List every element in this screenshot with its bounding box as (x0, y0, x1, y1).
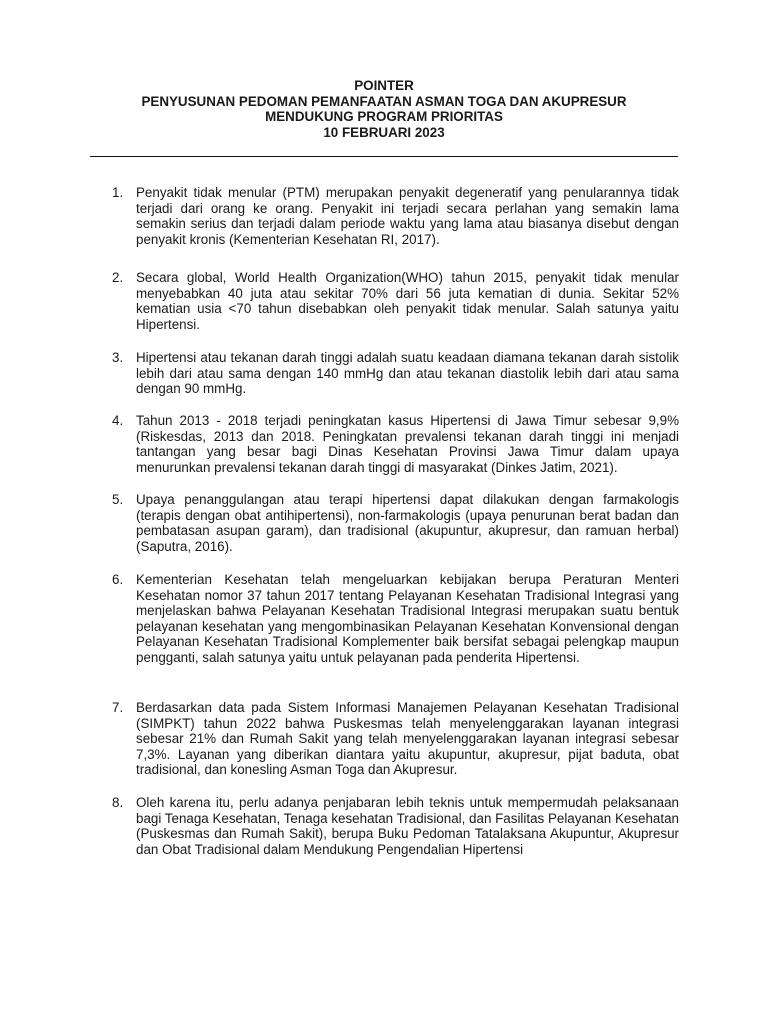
header-date: 10 FEBRUARI 2023 (323, 124, 445, 140)
item-number: 7. (112, 700, 124, 715)
item-text: Oleh karena itu, perlu adanya penjabaran lebih teknis untuk mempermudah pelaksanaan bagi Tenaga Kesehatan, Tenaga kesehatan Tradisional, dan Fasilitas Pelayanan Kesehatan (Puskesmas dan Rumah Sakit), berupa Buku Pedoman Tatalaksana Akupuntur, Akupresur dan Obat Tradisional dalam Mendukung Pengendalian Hipertensi (136, 795, 679, 857)
item-text: Kementerian Kesehatan telah mengeluarkan kebijakan berupa Peraturan Menteri Kesehatan nomor 37 tahun 2017 tentang Pelayanan Kesehatan Tradisional Integrasi yang menjelaskan bahwa Pelayanan Kesehatan Tradisional Integrasi merupakan suatu bentuk pelayanan kesehatan yang mengombinasikan Pelayanan Kesehatan Konvensional dengan Pelayanan Kesehatan Tradisional Komplementer baik bersifat sebagai pelengkap maupun pengganti, salah satunya yaitu untuk pelayanan pada penderita Hipertensi. (136, 572, 679, 665)
item-text: Upaya penanggulangan atau terapi hipertensi dapat dilakukan dengan farmakologis (terapis dengan obat antihipertensi), non-farmakologis (upaya penurunan berat badan dan pembatasan asupan garam), dan tradisional (akupuntur, akupresur, dan ramuan herbal) (Saputra, 2016). (136, 492, 679, 554)
header-divider (90, 156, 678, 157)
header-program: MENDUKUNG PROGRAM PRIORITAS (265, 109, 503, 124)
item-text: Penyakit tidak menular (PTM) merupakan penyakit degeneratif yang penularannya tidak terjadi dari orang ke orang. Penyakit ini terjadi secara perlahan yang semakin lama semakin serius dan terjadi dalam periode waktu yang lama atau biasanya disebut dengan penyakit kronis (Kementerian Kesehatan RI, 2017). (136, 185, 679, 247)
item-text: Secara global, World Health Organization(WHO) tahun 2015, penyakit tidak menular menyebabkan 40 juta atau sekitar 70% dari 56 juta kematian di dunia. Sekitar 52% kematian usia <70 tahun disebabkan oleh penyakit tidak menular. Salah satunya yaitu Hipertensi. (136, 270, 679, 332)
item-number: 6. (112, 572, 124, 587)
item-number: 3. (112, 350, 124, 365)
item-number: 2. (112, 270, 124, 285)
item-number: 4. (112, 413, 124, 428)
item-number: 5. (112, 492, 124, 507)
document-header (90, 78, 678, 140)
header-subtitle: PENYUSUNAN PEDOMAN PEMANFAATAN ASMAN TOGA DAN AKUPRESUR (141, 93, 627, 109)
item-text: Hipertensi atau tekanan darah tinggi adalah suatu keadaan diamana tekanan darah sistolik lebih dari atau sama dengan 140 mmHg dan atau tekanan diastolik lebih dari atau sama dengan 90 mmHg. (136, 350, 679, 396)
header-title: POINTER (354, 78, 414, 93)
item-number: 8. (112, 795, 124, 810)
item-text: Tahun 2013 - 2018 terjadi peningkatan kasus Hipertensi di Jawa Timur sebesar 9,9% (Riskesdas, 2013 dan 2018. Peningkatan prevalensi tekanan darah tinggi ini menjadi tantangan yang besar bagi Dinas Kesehatan Provinsi Jawa Timur dalam upaya menurunkan prevalensi tekanan darah tinggi di masyarakat (Dinkes Jatim, 2021). (136, 413, 679, 475)
item-text: Berdasarkan data pada Sistem Informasi Manajemen Pelayanan Kesehatan Tradisional (SIMPKT) tahun 2022 bahwa Puskesmas telah menyelenggarakan layanan integrasi sebesar 21% dan Rumah Sakit yang telah menyelenggarakan layanan integrasi sebesar 7,3%. Layanan yang diberikan diantara yaitu akupuntur, akupresur, pijat baduta, obat tradisional, dan konesling Asman Toga dan Akupresur. (136, 700, 679, 777)
item-number: 1. (112, 185, 124, 200)
